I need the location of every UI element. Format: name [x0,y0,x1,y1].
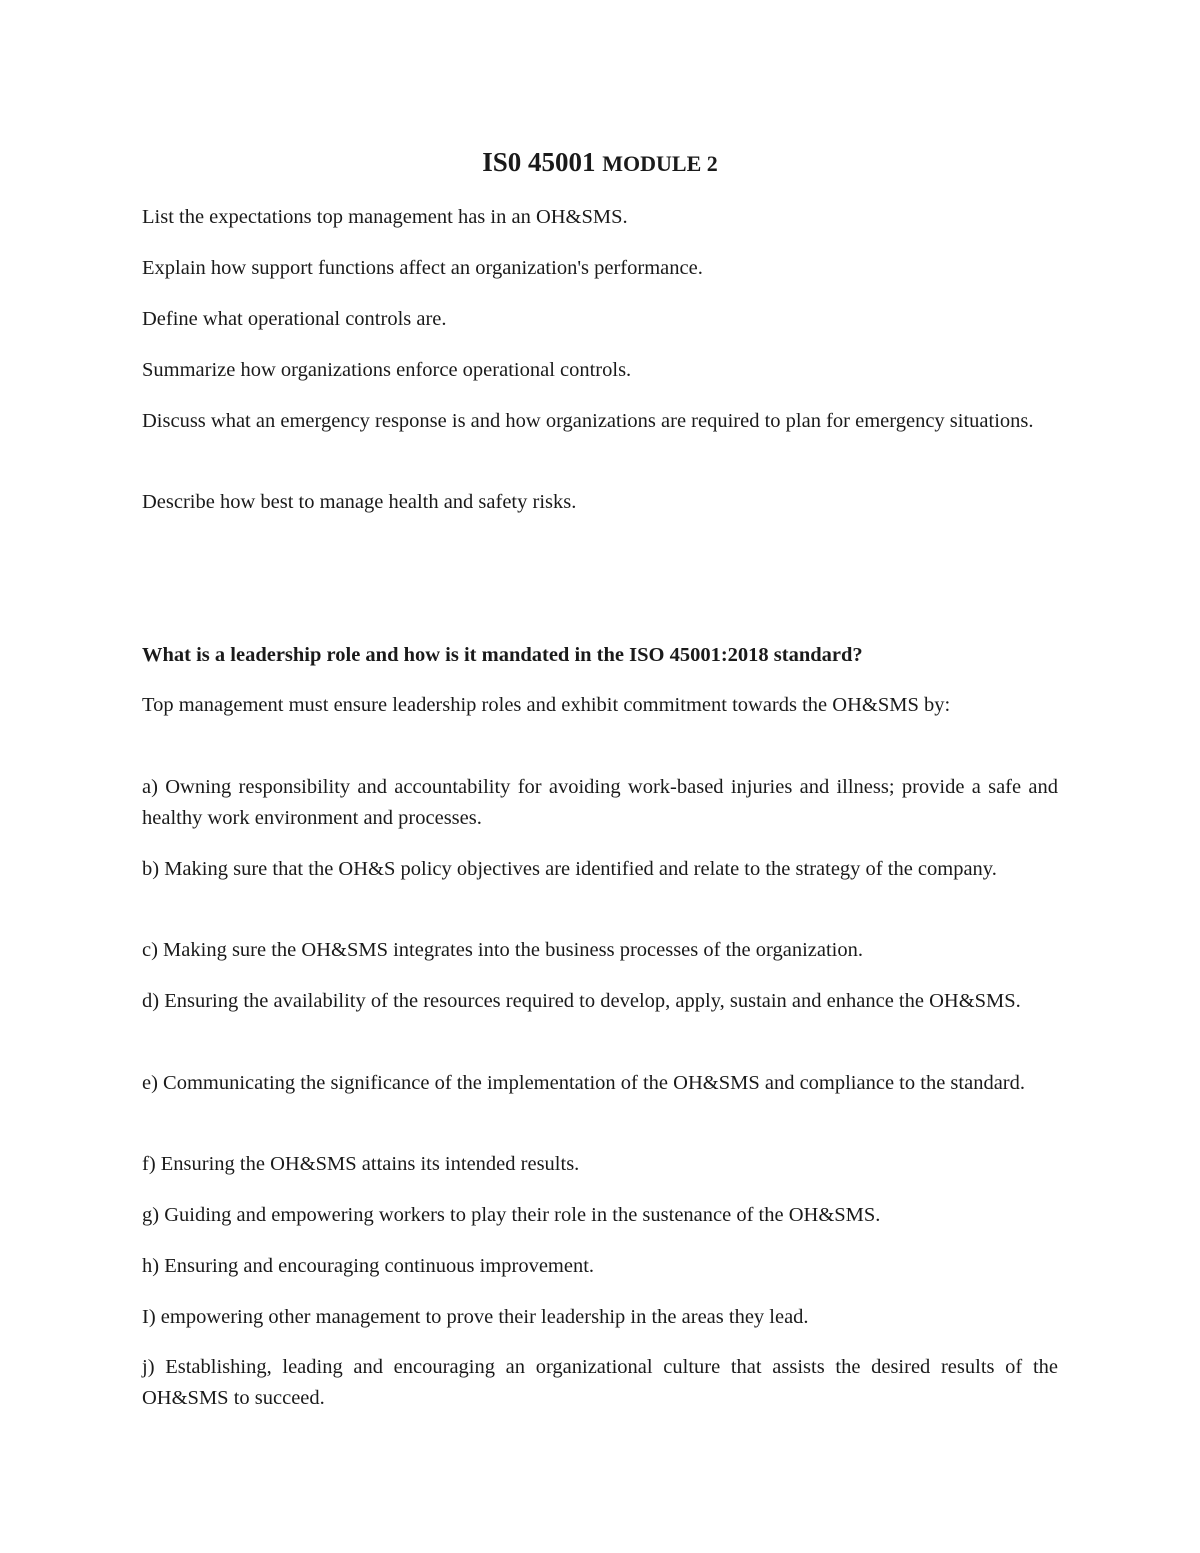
list-item-e: e) Communicating the significance of the implementation of the OH&SMS and compliance to the standard. [142,1072,1025,1094]
title-main: IS0 45001 [482,147,596,177]
objective-5: Discuss what an emergency response is and how organizations are required to plan for emergency situations. [142,410,1034,432]
page-title [142,146,1058,180]
objective-6: Describe how best to manage health and safety risks. [142,491,577,513]
section-question: What is a leadership role and how is it mandated in the ISO 45001:2018 standard? [142,644,863,666]
section-intro: Top management must ensure leadership roles and exhibit commitment towards the OH&SMS by: [142,694,951,716]
list-item-a: a) Owning responsibility and accountability for avoiding work-based injuries and illness; provide a safe and healthy work environment and processes. [142,776,1058,829]
list-item-c: c) Making sure the OH&SMS integrates into the business processes of the organization. [142,939,863,961]
list-item-h: h) Ensuring and encouraging continuous improvement. [142,1255,595,1277]
objective-3: Define what operational controls are. [142,308,447,330]
objective-4: Summarize how organizations enforce operational controls. [142,359,632,381]
list-item-b: b) Making sure that the OH&S policy objectives are identified and relate to the strategy of the company. [142,858,997,880]
objective-1: List the expectations top management has in an OH&SMS. [142,206,628,228]
title-suffix: MODULE 2 [602,151,718,176]
list-item-f: f) Ensuring the OH&SMS attains its intended results. [142,1153,580,1175]
list-item-i: I) empowering other management to prove their leadership in the areas they lead. [142,1306,809,1328]
list-item-d: d) Ensuring the availability of the resources required to develop, apply, sustain and enhance the OH&SMS. [142,990,1021,1012]
list-item-g: g) Guiding and empowering workers to play their role in the sustenance of the OH&SMS. [142,1204,881,1226]
objective-2: Explain how support functions affect an organization's performance. [142,257,703,279]
list-item-j: j) Establishing, leading and encouraging an organizational culture that assists the desired results of the OH&SMS to succeed. [142,1356,1058,1409]
